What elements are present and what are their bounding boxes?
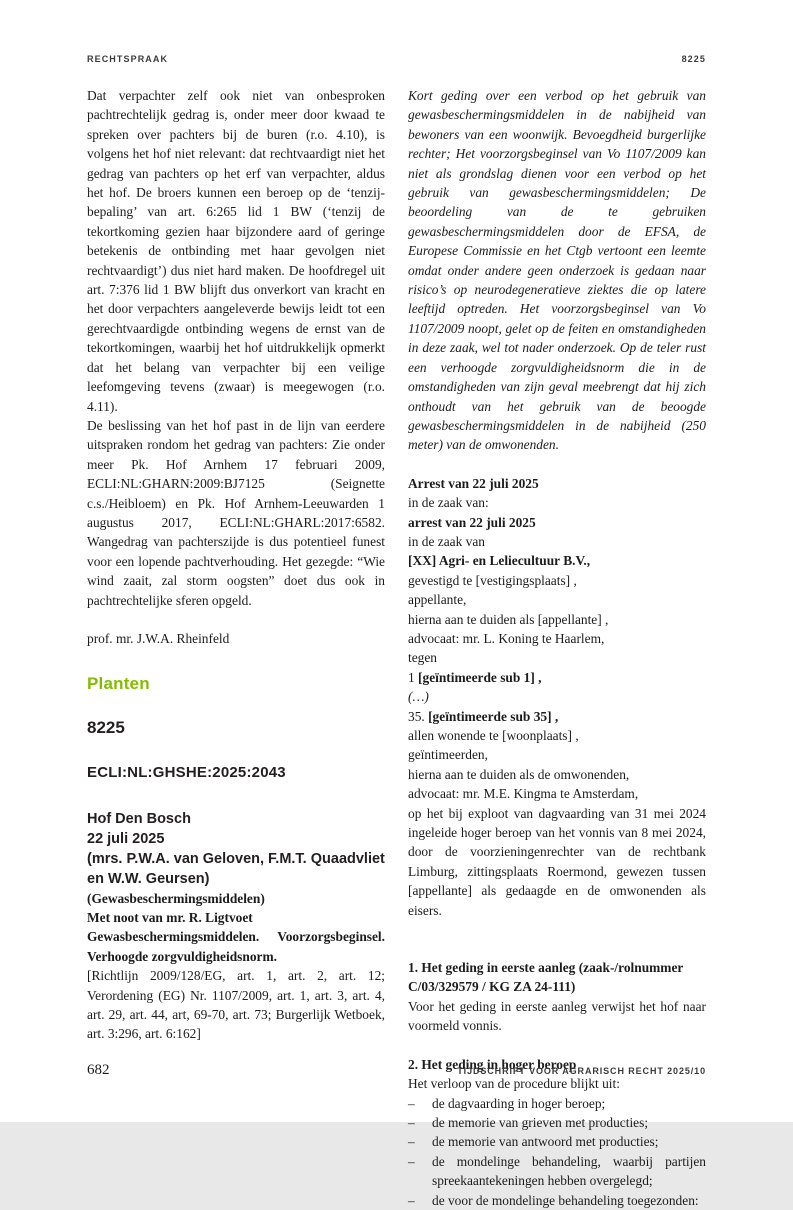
procedure-item: – de memorie van antwoord met producties;	[408, 1132, 706, 1151]
dash-bullet: –	[408, 1134, 415, 1150]
judgment-date: 22 juli 2025	[87, 830, 165, 847]
running-header	[87, 54, 706, 64]
annotation-paragraph-1: Dat verpachter zelf ook niet van onbesproken pachtrechtelijk gedrag is, onder meer door kwaad te spreken over pachters bij de buren (r.o. 4.10), is volgens het hof niet relevant: dat rechtvaardigt niet het gedrag van pachters op het erf van verpachter, aldus het hof. De broers kunnen een beroep op de ‘tenzij-bepaling’ van art. 6:265 lid 1 BW (‘tenzij de tekortkoming gezien haar bijzondere aard of geringe betekenis de ontbinding met haar gevolgen niet rechtvaardigt’) dus niet hard maken. De hoofdregel uit art. 7:376 lid 1 BW blijft dus onverkort van kracht en het door verpachters aangeleverde bewijs leidt tot een gerechtvaardigde ontbinding wegens de ernst van de tekortkomingen, waarbij het hof uitdrukkelijk opmerkt dat het belang van verpachter bij een veilige leefomgeving tevens (zwaar) is meegewogen (r.o. 4.11).	[87, 88, 385, 414]
journal-title: TIJDSCHRIFT VOOR AGRARISCH RECHT 2025/10	[457, 1066, 706, 1076]
case-line: arrest van 22 juli 2025	[408, 514, 536, 530]
case-line: gevestigd te [vestigingsplaats] ,	[408, 572, 577, 588]
case-line: in de zaak van:	[408, 495, 489, 511]
ecli-heading: ECLI:NL:GHSHE:2025:2043	[87, 764, 286, 782]
procedure-item: – de mondelinge behandeling, waarbij partijen spreekaantekeningen hebben overgelegd;	[408, 1152, 706, 1191]
statutes-reference: [Richtlijn 2009/128/EG, art. 1, art. 2, art. 12; Verordening (EG) Nr. 1107/2009, art. 1, art. 3, art. 4, art. 29, art. 44, art, 69-70, art. 73; Burgerlijk Wetboek, art. 3:296, art. 6:162]	[87, 968, 385, 1042]
case-line-ellipsis: (…)	[408, 689, 429, 705]
case-line-respondent-1	[408, 668, 706, 687]
case-line: Arrest van 22 juli 2025	[408, 475, 539, 491]
page-number: 682	[87, 1062, 110, 1078]
case-line: in de zaak van	[408, 533, 485, 549]
keywords-line: Gewasbeschermingsmiddelen. Voorzorgsbeginsel. Verhoogde zorgvuldigheidsnorm.	[87, 929, 385, 964]
case-number-heading: 8225	[87, 717, 125, 737]
procedure-item: – de memorie van grieven met producties;	[408, 1113, 706, 1132]
respondent-number: 1	[408, 669, 419, 685]
dash-bullet: –	[408, 1192, 415, 1208]
procedure-item: – de dagvaarding in hoger beroep;	[408, 1094, 706, 1113]
running-footer	[87, 1062, 706, 1079]
procedure-item: – de voor de mondelinge behandeling toegezonden:	[408, 1191, 706, 1210]
case-summary-italic: Kort geding over een verbod op het gebruik van gewasbeschermingsmiddelen in de nabijheid van bewoners van een woonwijk. Bevoegdheid burgerlijke rechter; Het voorzorgsbeginsel van Vo 1107/2009 kan niet als grondslag dienen voor een verbod op het gebruik van gewasbeschermingsmiddelen; De beoordeling van de te gebruiken gewasbeschermingsmiddelen door de EFSA, de Europese Commissie en het Ctgb vertoont een leemte omdat onder andere geen onderzoek is gedaan naar risico’s op neurodegeneratieve ziektes die op latere leeftijd optreden. Het voorzorgsbeginsel van Vo 1107/2009 noopt, gelet op de feiten en omstandigheden in deze zaak, wel tot nader onderzoek. Op de teler rust een verhoogde zorgvuldigheidsnorm die in de omstandigheden van zijn geval meebrengt dat hij zich onthoudt van het gebruik van de beoogde gewasbeschermingsmiddelen in de nabijheid (250 meter) van de omwonenden.	[408, 88, 706, 453]
case-line: appellante,	[408, 592, 467, 608]
case-header-lines	[408, 474, 706, 804]
case-line: geïntimeerden,	[408, 747, 488, 763]
dash-bullet: –	[408, 1153, 415, 1169]
annotation-author: prof. mr. J.W.A. Rheinfeld	[87, 630, 230, 646]
running-header-case-number: 8225	[681, 54, 706, 64]
case-line: hierna aan te duiden als de omwonenden,	[408, 766, 630, 782]
running-header-section: RECHTSPRAAK	[87, 54, 169, 64]
respondent-number: 35.	[408, 708, 429, 724]
section-2-heading: 2. Het geding in hoger beroep	[408, 1056, 577, 1072]
two-column-body	[87, 86, 707, 1210]
court-block	[87, 809, 385, 889]
court-name: Hof Den Bosch	[87, 810, 191, 827]
respondent-name: [geïntimeerde sub 1] ,	[418, 669, 542, 685]
case-line-appellant: [XX] Agri- en Leliecultuur B.V.,	[408, 553, 591, 569]
appeal-intro-paragraph: op het bij exploot van dagvaarding van 31 mei 2024 ingeleide hoger beroep van het vonnis van 8 mei 2024, door de voorzieningenrechter van de rechtbank Limburg, zittingsplaats Roermond, gewezen tussen [appellante] als gedaagde en de omwonenden als eisers.	[408, 805, 706, 918]
procedure-list	[408, 1094, 706, 1210]
rubric-heading-planten: Planten	[87, 674, 150, 694]
left-column	[87, 86, 385, 1210]
case-line-respondent-35	[408, 707, 706, 726]
section-1-heading: 1. Het geding in eerste aanleg (zaak-/rolnummer C/03/329579 / KG ZA 24-111)	[408, 960, 684, 995]
subject-line: (Gewasbeschermingsmiddelen)	[87, 890, 265, 906]
annotator-line: Met noot van mr. R. Ligtvoet	[87, 910, 253, 925]
case-line: advocaat: mr. M.E. Kingma te Amsterdam,	[408, 786, 639, 802]
case-line: hierna aan te duiden als [appellante] ,	[408, 611, 609, 627]
respondent-name: [geïntimeerde sub 35] ,	[428, 708, 559, 724]
annotation-paragraph-2: De beslissing van het hof past in de lijn van eerdere uitspraken rondom het gedrag van pachters: Zie onder meer Pk. Hof Arnhem 17 februari 2009, ECLI:NL:GHARN:2009:BJ7125 (Seignette c.s./Heibloem) en Pk. Hof Arnhem-Leeuwarden 1 augustus 2017, ECLI:NL:GHARL:2017:6582. Wangedrag van pachterszijde is dus potentieel funest voor een lopende pachtverhouding. Het gezegde: “Wie wind zaait, zal storm oogsten” doet dus ook in pachtrechtelijke sferen opgeld.	[87, 417, 385, 608]
right-column	[408, 86, 706, 1210]
case-line: tegen	[408, 650, 437, 666]
dash-bullet: –	[408, 1114, 415, 1130]
section-1-body: Voor het geding in eerste aanleg verwijst het hof naar voormeld vonnis.	[408, 998, 706, 1034]
section-2-intro: Het verloop van de procedure blijkt uit:	[408, 1076, 620, 1092]
dash-bullet: –	[408, 1095, 415, 1111]
judges-line: (mrs. P.W.A. van Geloven, F.M.T. Quaadvliet en W.W. Geursen)	[87, 850, 385, 887]
case-line: allen wonende te [woonplaats] ,	[408, 728, 579, 743]
case-line: advocaat: mr. L. Koning te Haarlem,	[408, 630, 605, 646]
